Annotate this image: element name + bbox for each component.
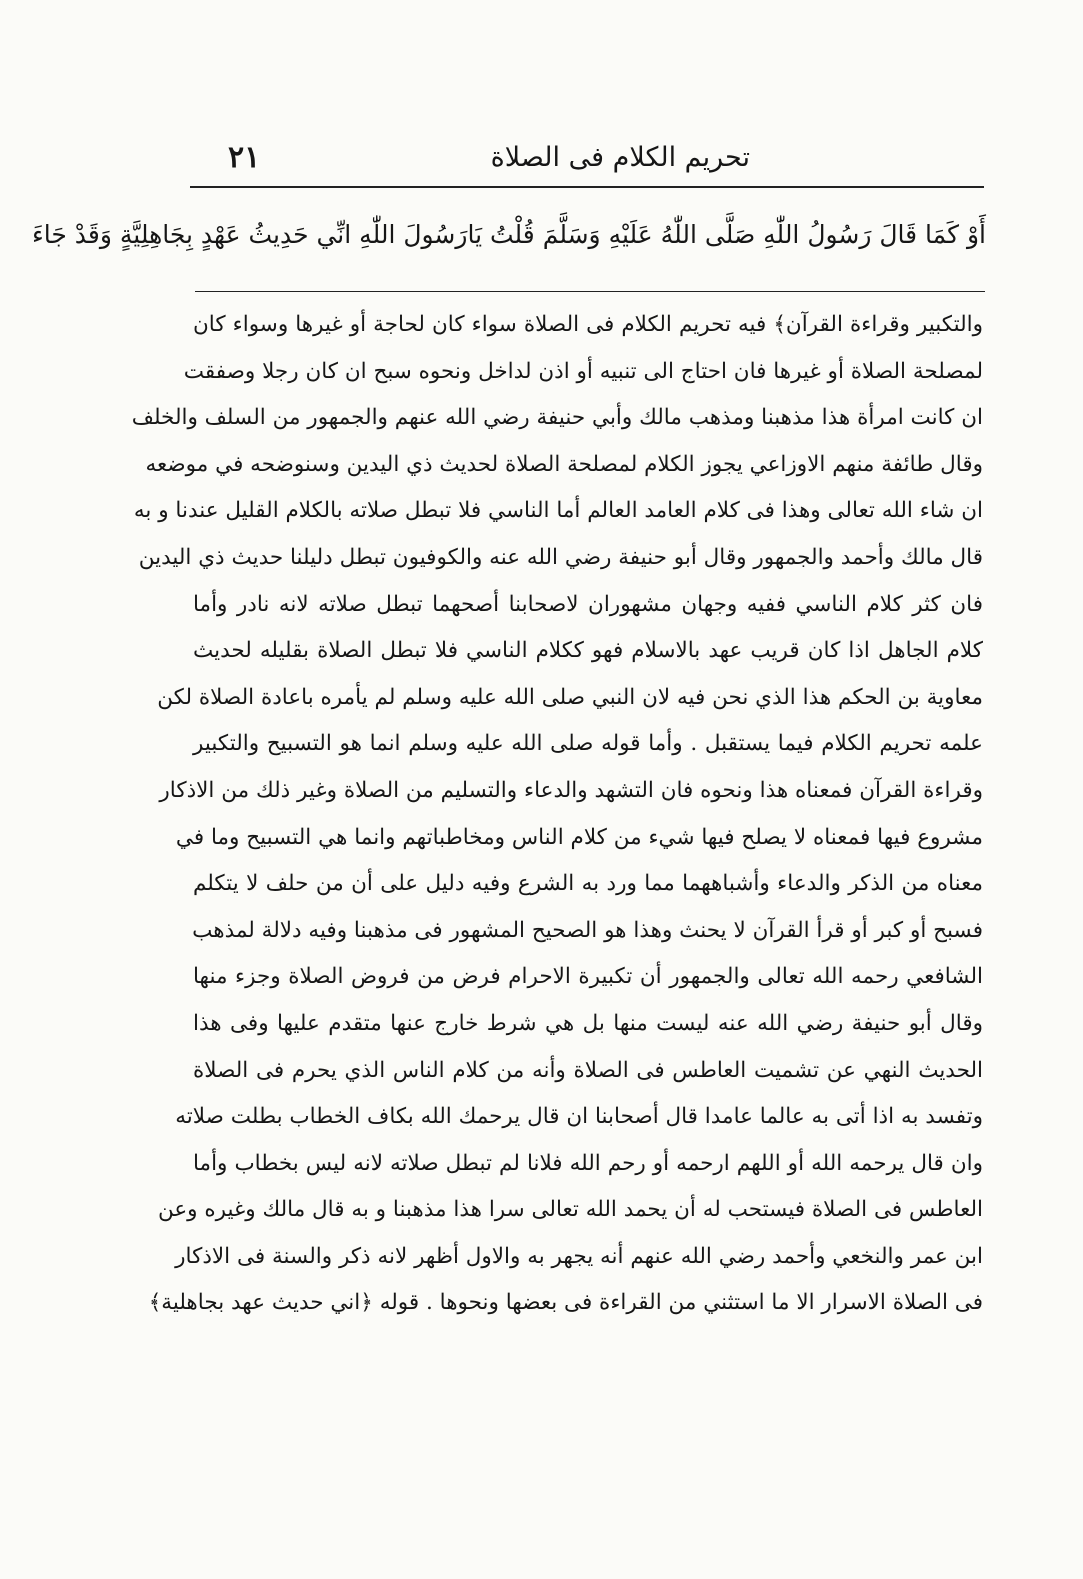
commentary-text: [131, 302, 983, 1327]
text-line: وان قال يرحمه الله أو اللهم ارحمه أو رحم الله فلانا لم تبطل صلاته لانه ليس بخطاب وأما: [193, 1150, 983, 1176]
text-line: معاوية بن الحكم هذا الذي نحن فيه لان النبي صلى الله عليه وسلم لم يأمره باعادة الصلاة لكن: [157, 684, 983, 710]
text-line: وقراءة القرآن فمعناه هذا ونحوه فان التشهد والدعاء والتسليم من الصلاة وغير ذلك من الاذكار: [159, 777, 983, 803]
hadith-text-line: أَوْ كَمَا قَالَ رَسُولُ اللّٰهِ صَلَّى اللّٰهُ عَلَيْهِ وَسَلَّمَ قُلْتُ يَارَسُولَ اللّٰهِ انِّي حَدِيثُ عَهْدٍ بِجَاهِلِيَّةٍ وَقَدْ جَاءَ: [32, 220, 986, 249]
text-line: فى الصلاة الاسرار الا ما استثني من القراءة فى بعضها ونحوها . قوله ﴿اني حديث عهد بجاهلية﴾: [148, 1290, 983, 1316]
text-line: قال مالك وأحمد والجمهور وقال أبو حنيفة رضي الله عنه والكوفيون تبطل دليلنا حديث ذي اليدين: [138, 544, 983, 570]
text-line: معناه من الذكر والدعاء وأشباههما مما ورد به الشرع وفيه دليل على أن من حلف لا يتكلم: [193, 871, 983, 897]
text-line: ابن عمر والنخعي وأحمد رضي الله عنهم أنه يجهر به والاول أظهر لانه ذكر والسنة فى الاذكار: [175, 1243, 983, 1269]
text-line: فسبح أو كبر أو قرأ القرآن لا يحنث وهذا هو الصحيح المشهور فى مذهبنا وفيه دلالة لمذهب: [192, 917, 983, 943]
text-line: وقال طائفة منهم الاوزاعي يجوز الكلام لمصلحة الصلاة لحديث ذي اليدين وسنوضحه في موضعه: [145, 451, 983, 477]
commentary-divider: [195, 291, 985, 292]
header-divider: [190, 186, 984, 188]
text-line: والتكبير وقراءة القرآن﴾ فيه تحريم الكلام فى الصلاة سواء كان لحاجة أو غيرها وسواء كان: [193, 312, 983, 337]
page-header: [190, 138, 980, 184]
text-line: العاطس فى الصلاة فيستحب له أن يحمد الله تعالى سرا هذا مذهبنا و به قال مالك وغيره وعن: [157, 1197, 983, 1223]
running-title: تحريم الكلام فى الصلاة: [490, 142, 750, 173]
text-line: وتفسد به اذا أتى به عالما عامدا قال أصحابنا ان قال يرحمك الله بكاف الخطاب بطلت صلاته: [175, 1104, 983, 1130]
text-line: كلام الجاهل اذا كان قريب عهد بالاسلام فهو ككلام الناسي فلا تبطل الصلاة بقليله لحديث: [193, 638, 983, 664]
text-line: ان شاء الله تعالى وهذا فى كلام العامد العالم أما الناسي فلا تبطل صلاته بالكلام القليل عندنا و به: [133, 498, 983, 524]
text-line: فان كثر كلام الناسي ففيه وجهان مشهوران لاصحابنا أصحهما تبطل صلاته لانه نادر وأما: [193, 591, 983, 617]
text-line: علمه تحريم الكلام فيما يستقبل . وأما قوله صلى الله عليه وسلم انما هو التسبيح والتكبير: [193, 731, 983, 757]
text-line: ان كانت امرأة هذا مذهبنا ومذهب مالك وأبي حنيفة رضي الله عنهم والجمهور من السلف والخلف: [131, 405, 983, 431]
page-number: ٢١: [228, 140, 261, 175]
text-line: الحديث النهي عن تشميت العاطس فى الصلاة وأنه من كلام الناس الذي يحرم فى الصلاة: [193, 1057, 983, 1083]
text-line: مشروع فيها فمعناه لا يصلح فيها شيء من كلام الناس ومخاطباتهم وانما هي التسبيح وما في: [175, 824, 983, 850]
text-line: وقال أبو حنيفة رضي الله عنه ليست منها بل هي شرط خارج عنها متقدم عليها وفى هذا: [193, 1010, 983, 1036]
text-line: لمصلحة الصلاة أو غيرها فان احتاج الى تنبيه أو اذن لداخل ونحوه سبح ان كان رجلا وصفقت: [183, 358, 983, 384]
text-line: الشافعي رحمه الله تعالى والجمهور أن تكبيرة الاحرام فرض من فروض الصلاة وجزء منها: [193, 964, 983, 990]
